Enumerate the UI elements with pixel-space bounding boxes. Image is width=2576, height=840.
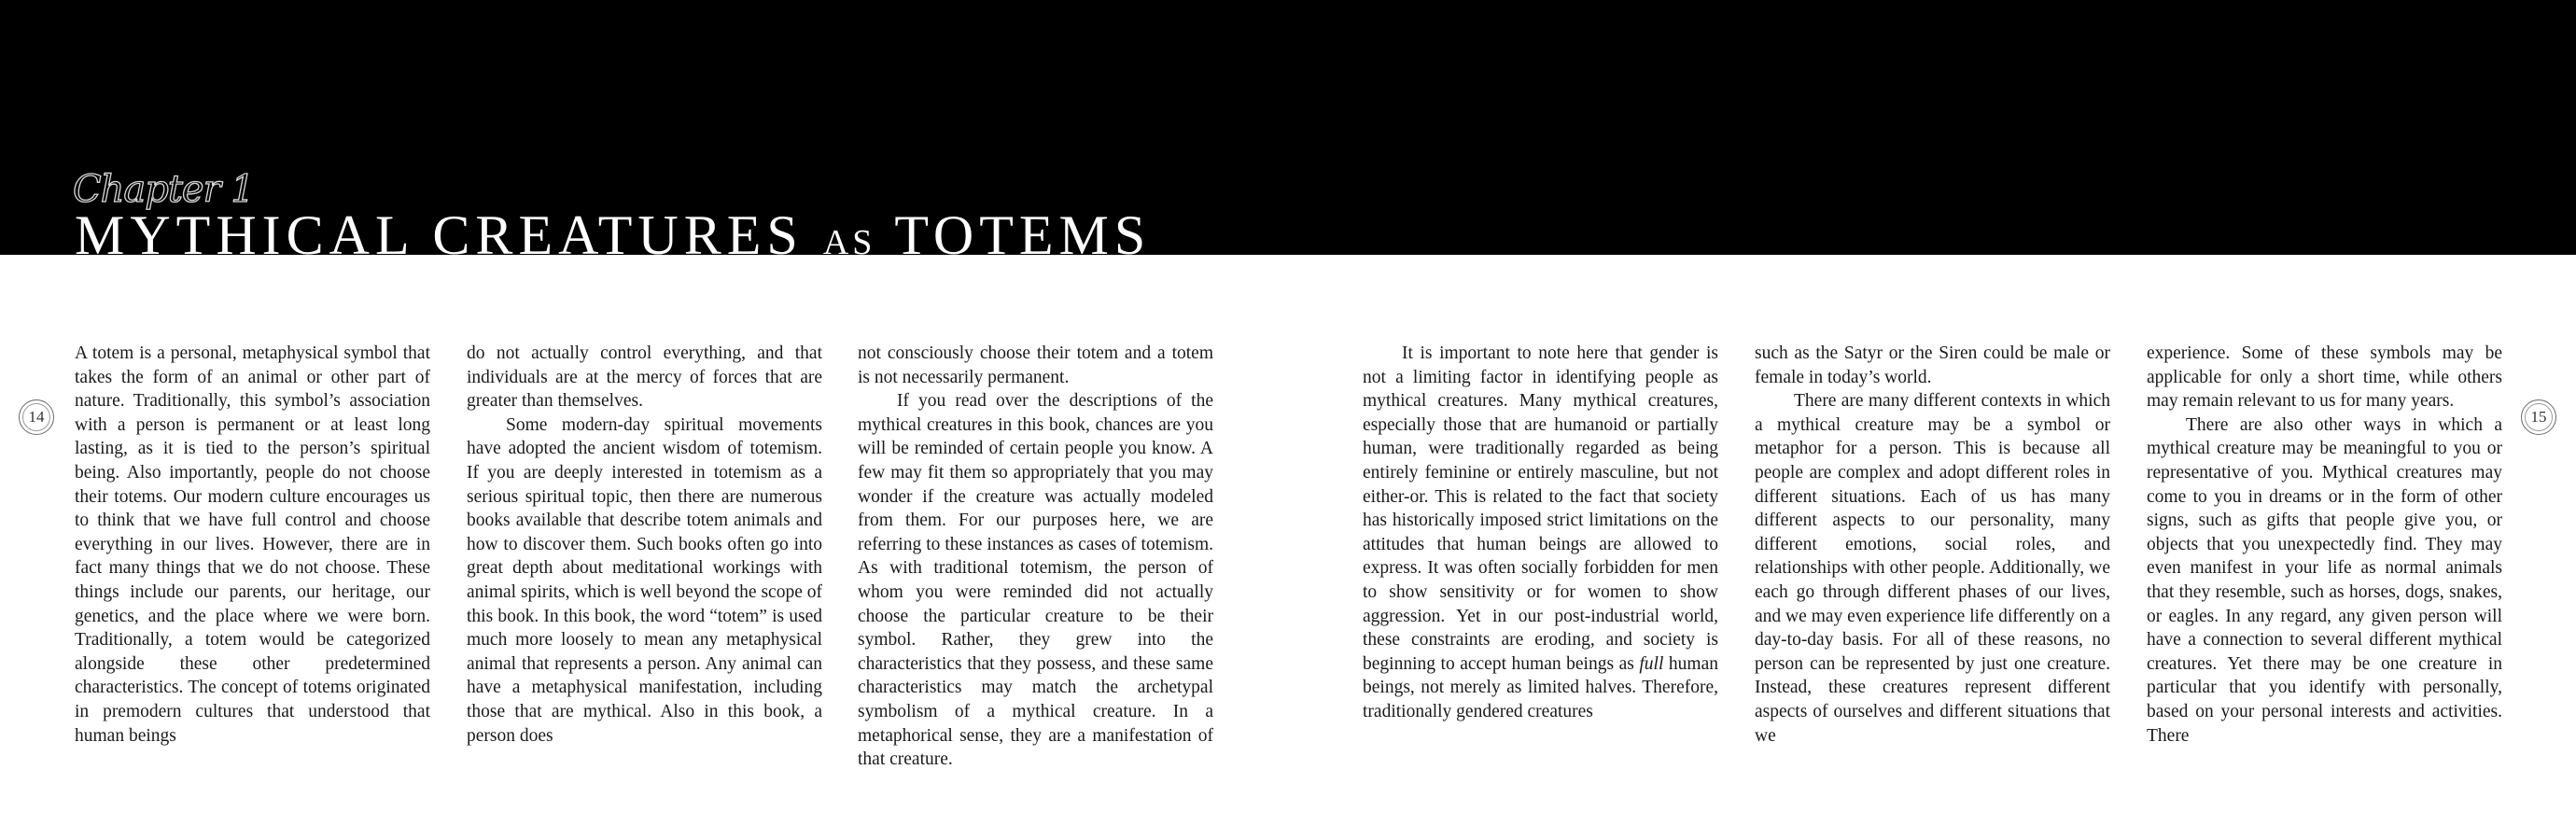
chapter-label: Chapter 1 <box>73 168 254 211</box>
paragraph: There are also other ways in which a mythical creature may be meaningful to you or representative of you. Mythical creatures may come to you in dreams or in the form of other signs, such as gifts that people give you, or objects that you unexpectedly find. They may even manifest in your life as normal animals that they resemble, such as horses, dogs, snakes, or eagles. In any regard, any given person will have a connection to several different mythical creatures. Yet there may be one creature in particular that you identify with personally, based on your personal interests and activities. There <box>2147 414 2502 746</box>
chapter-title <box>75 204 1152 271</box>
paragraph: do not actually control everything, and that individuals are at the mercy of forces that are greater than themselves. <box>467 343 822 412</box>
page-number-left: 14 <box>28 408 45 426</box>
paragraph: If you read over the descriptions of the mythical creatures in this book, chances are you will be reminded of certain people you know. A few may fit them so appropriately that you may wonder if the creature was actually modeled from them. For our purposes here, we are referring to these instances as cases of totemism. As with traditional totemism, the person of whom you were reminded did not actually choose the particular creature to be their symbol. Rather, they grew into the characteristics that they possess, and these same characteristics may match the archetypal symbolism of a mythical creature. In a metaphorical sense, they are a manifestation of that creature. <box>858 391 1213 770</box>
chapter-header-band <box>0 0 2576 266</box>
paragraph: A totem is a personal, metaphysical symbol that takes the form of an animal or other part of nature. Traditionally, this symbol’s association with a person is permanent or at least long lasting, as it is tied to the person’s spiritual being. Also importantly, people do not choose their totems. Our modern culture encourages us to think that we have full control and choose everything in our lives. However, there are in fact many things that we do not choose. These things include our parents, our heritage, our genetics, and the place where we were born. Traditionally, a totem would be categorized alongside these other predetermined characteristics. The concept of totems originated in premodern cultures that understood that human beings <box>75 343 430 746</box>
paragraph: not consciously choose their totem and a totem is not necessarily permanent. <box>858 343 1213 387</box>
page-number-right-badge <box>2521 399 2556 435</box>
left-page-column-1 <box>75 342 430 748</box>
page-number-left-badge <box>19 399 54 435</box>
chapter-title-part-3: TOTEMS <box>894 204 1152 266</box>
emphasis-text: full <box>1639 653 1664 674</box>
paragraph-text: human beings, not merely as limited halves. Therefore, traditionally gendered creatures <box>1363 653 1718 721</box>
left-page-column-3 <box>858 342 1213 772</box>
paragraph: experience. Some of these symbols may be applicable for only a short time, while others may remain relevant to us for many years. <box>2147 343 2502 412</box>
page-number-right: 15 <box>2530 408 2547 426</box>
right-page-column-3 <box>2147 342 2502 748</box>
paragraph: There are many different contexts in which a mythical creature may be a symbol or metaphor for a person. This is because all people are complex and adopt different roles in different situations. Each of us has many different aspects to our personality, many different emotions, social roles, and relationships with other people. Additionally, we each go through different phases of our lives, and we may even experience life differently on a day-to-day basis. For all of these reasons, no person can be represented by just one creature. Instead, these creatures represent different aspects of ourselves and different situations that we <box>1755 391 2110 746</box>
paragraph: such as the Satyr or the Siren could be male or female in today’s world. <box>1755 343 2110 387</box>
paragraph <box>1363 342 1718 724</box>
right-page-column-1 <box>1363 342 1718 724</box>
left-page-column-2 <box>467 342 822 748</box>
right-page-column-2 <box>1755 342 2110 748</box>
paragraph-text: It is important to note here that gender is not a limiting factor in identifying people as mythical creatures. Many mythical creatures, especially those that are humanoid or partially human, were traditionally regarded as being entirely feminine or entirely masculine, but not either-or. This is related to the fact that society has historically imposed strict limitations on the attitudes that human beings are allowed to express. It was often socially forbidden for men to show sensitivity or for women to show aggression. Yet in our post-industrial world, these constraints are eroding, and society is beginning to accept human beings as <box>1363 343 1718 674</box>
paragraph: Some modern-day spiritual movements have adopted the ancient wisdom of totemism. If you are deeply interested in totemism as a serious spiritual topic, then there are numerous books available that describe totem animals and how to discover them. Such books often go into great depth about meditational workings with animal spirits, which is well beyond the scope of this book. In this book, the word “totem” is used much more loosely to mean any metaphysical animal that represents a person. Any animal can have a metaphysical manifestation, including those that are mythical. Also in this book, a person does <box>467 414 822 746</box>
chapter-title-part-1: MYTHICAL CREATURES <box>75 204 804 266</box>
chapter-title-part-2: AS <box>822 223 876 262</box>
